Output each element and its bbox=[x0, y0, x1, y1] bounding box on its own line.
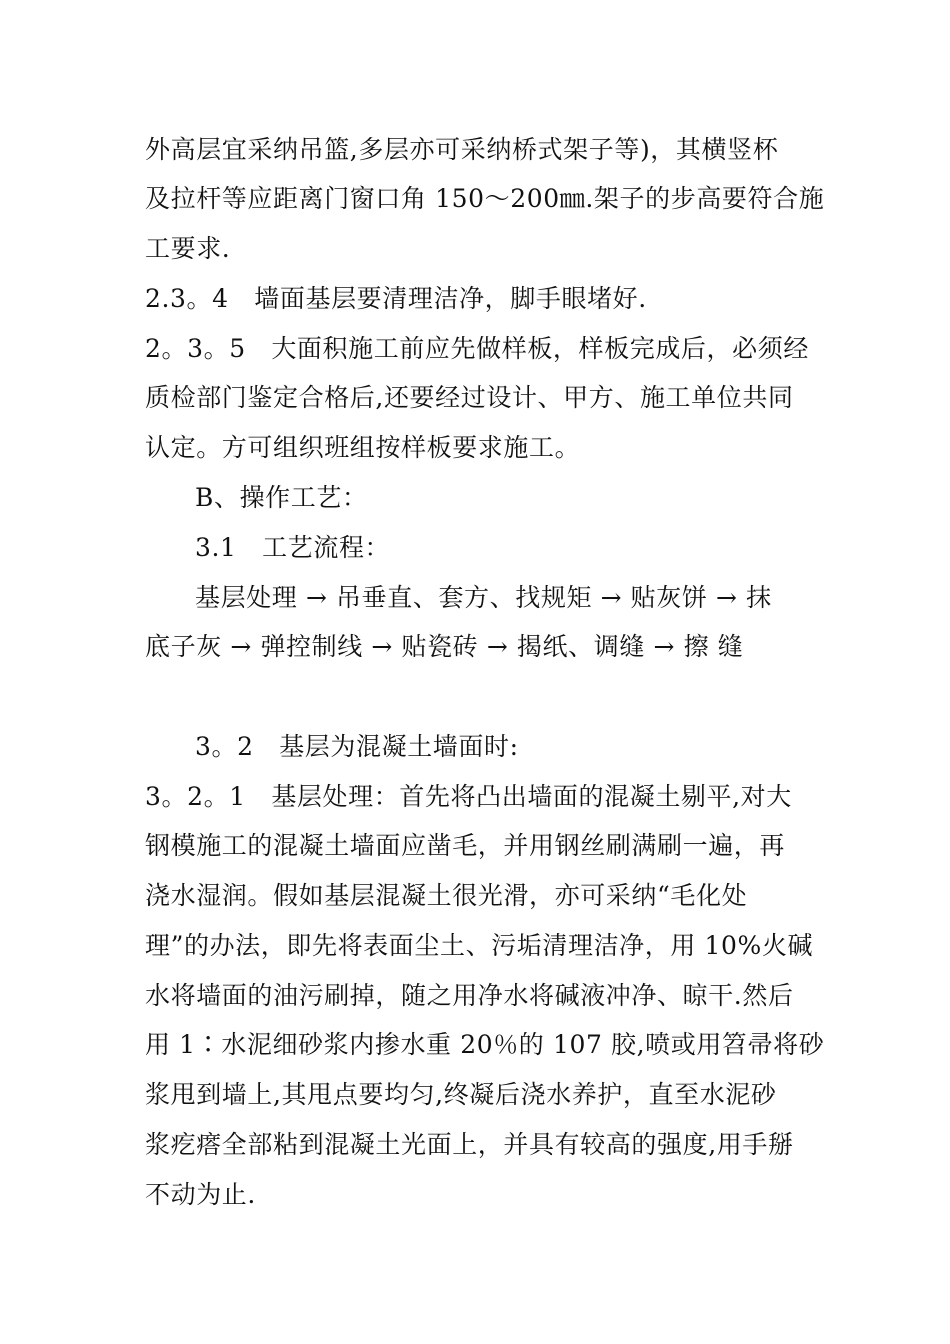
text-line: 浇水湿润。假如基层混凝土很光滑，亦可采纳“毛化处 bbox=[145, 881, 748, 910]
text-line: 2.3。4 墙面基层要清理洁净，脚手眼堵好. bbox=[145, 284, 647, 313]
process-flow-line: 基层处理 → 吊垂直、套方、找规矩 → 贴灰饼 → 抹 bbox=[195, 583, 772, 612]
text-line: 用 1∶水泥细砂浆内掺水重 20％的 107 胶,喷或用笤帚将砂 bbox=[145, 1030, 825, 1059]
text-line: 认定。方可组织班组按样板要求施工。 bbox=[145, 433, 581, 462]
text-line: 不动为止. bbox=[145, 1180, 256, 1209]
text-line: 3。2。1 基层处理：首先将凸出墙面的混凝土剔平,对大 bbox=[145, 782, 792, 811]
text-line: 工要求. bbox=[145, 234, 231, 263]
text-line: 理”的办法，即先将表面尘土、污垢清理洁净，用 10%火碱 bbox=[145, 931, 814, 960]
text-line: 钢模施工的混凝土墙面应凿毛，并用钢丝刷满刷一遍，再 bbox=[145, 831, 786, 860]
section-heading: B、操作工艺： bbox=[195, 483, 368, 512]
text-line: 及拉杆等应距离门窗口角 150～200㎜.架子的步高要符合施 bbox=[145, 184, 825, 213]
text-line: 2。3。5 大面积施工前应先做样板，样板完成后，必须经 bbox=[145, 334, 809, 363]
text-line: 质检部门鉴定合格后,还要经过设计、甲方、施工单位共同 bbox=[145, 383, 794, 412]
text-line: 外高层宜采纳吊篮,多层亦可采纳桥式架子等)，其横竖杯 bbox=[145, 135, 779, 164]
text-line: 浆疙瘩全部粘到混凝土光面上，并具有较高的强度,用手掰 bbox=[145, 1130, 794, 1159]
subsection-heading: 3。2 基层为混凝土墙面时: bbox=[195, 732, 519, 761]
process-flow-line: 底子灰 → 弹控制线 → 贴瓷砖 → 揭纸、调缝 → 擦 缝 bbox=[145, 632, 744, 661]
text-line: 水将墙面的油污刷掉，随之用净水将碱液冲净、晾干.然后 bbox=[145, 981, 794, 1010]
text-line: 浆甩到墙上,其甩点要均匀,终凝后浇水养护，直至水泥砂 bbox=[145, 1080, 777, 1109]
subsection-heading: 3.1 工艺流程： bbox=[195, 533, 391, 562]
